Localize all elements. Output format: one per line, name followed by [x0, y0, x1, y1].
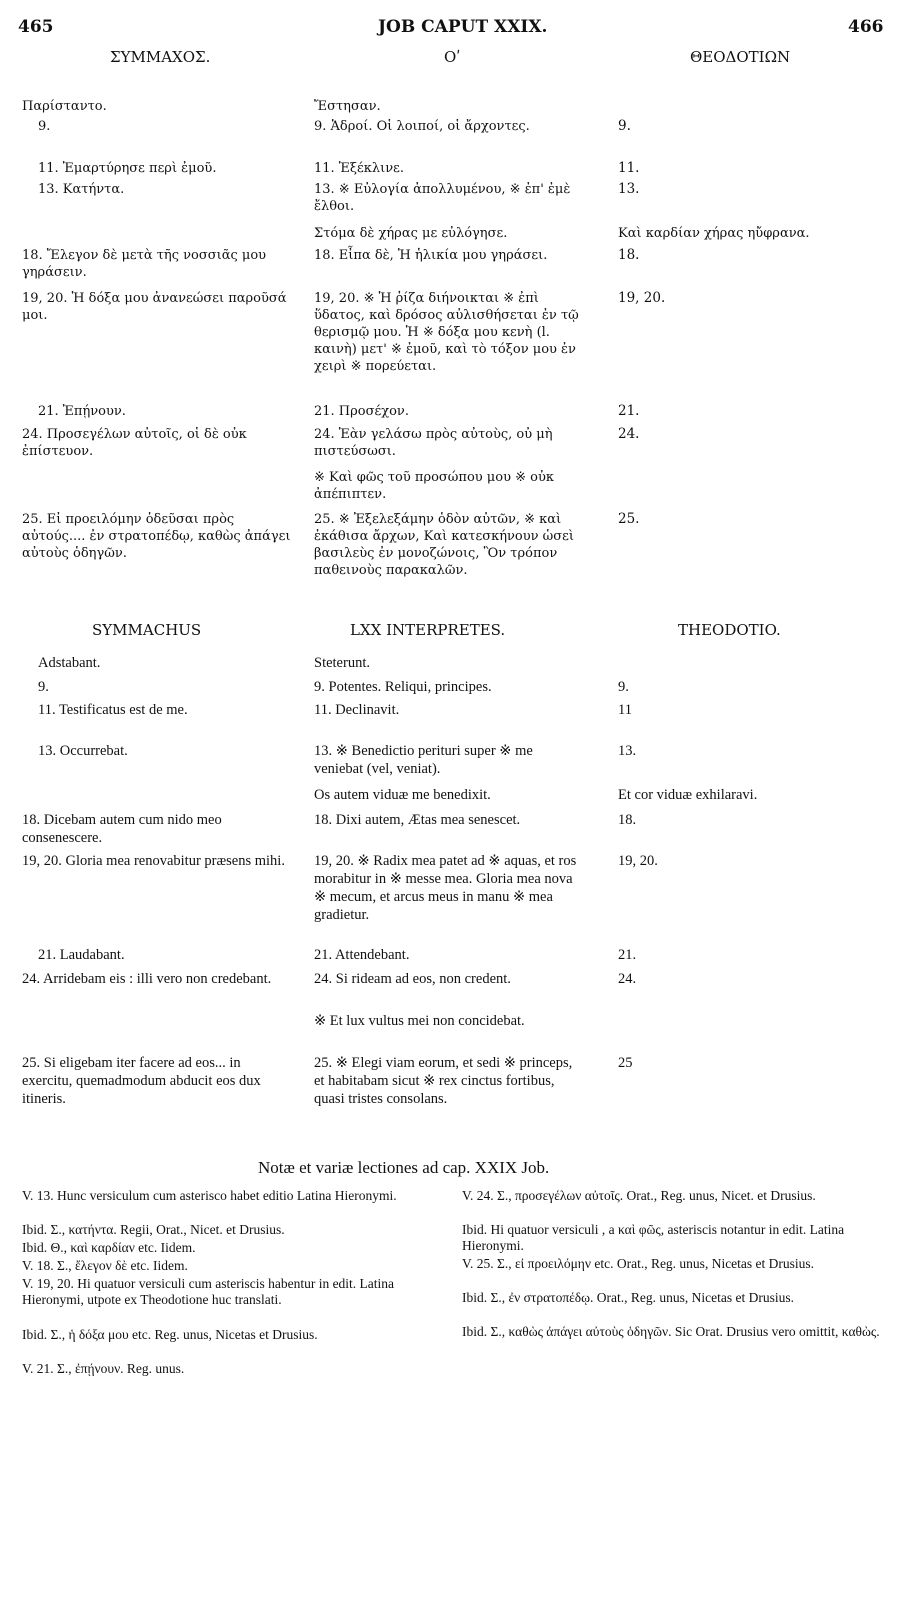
lt-sym-6: 21. Laudabant.	[38, 947, 125, 963]
latin-col-symmachus: SYMMACHUS	[92, 621, 202, 639]
lt-lxx-5: 18. Dixi autem, Ætas mea senescet.	[314, 812, 521, 828]
gk-lxx-7: 21. Προσέχον.	[314, 404, 409, 419]
lt-lxx-9: ※ Et lux vultus mei non concidebat.	[314, 1013, 525, 1029]
lt-lxx-10: 25. ※ Elegi viam eorum, et sedi ※ princeps, et habitabam sicut ※ rex cinctus fortibus, quasi tristes consolans.	[314, 1055, 573, 1107]
lt-theo-0: 9.	[618, 679, 629, 695]
lt-sym-5: 19, 20. Gloria mea renovabitur præsens mihi.	[22, 853, 285, 869]
gk-sym-2: 11. Ἐμαρτύρησε περὶ ἐμοῦ.	[38, 161, 217, 176]
gk-lxx-5: 18. Εἶπα δὲ, Ἡ ἡλικία μου γηράσει.	[314, 248, 548, 263]
gk-sym-0: Παρίσταντο.	[22, 99, 107, 114]
lt-theo-5: 19, 20.	[618, 853, 658, 869]
lt-theo-8: 25	[618, 1055, 633, 1071]
note-left-6: V. 21. Σ., ἐπῄνουν. Reg. unus.	[22, 1361, 185, 1376]
gk-theo-1: 11.	[618, 160, 640, 176]
gk-theo-6: 21.	[618, 403, 640, 419]
lt-lxx-7: 21. Attendebant.	[314, 947, 410, 963]
gk-lxx-3: 13. ※ Εὐλογία ἀπολλυμένου, ※ ἐπ' ἐμὲ ἔλθοι.	[314, 182, 571, 214]
lt-lxx-3: 13. ※ Benedictio perituri super ※ me veniebat (vel, veniat).	[314, 743, 533, 777]
latin-col-lxx: LXX INTERPRETES.	[350, 621, 506, 639]
gk-lxx-10: 25. ※ Ἐξελεξάμην ὁδὸν αὐτῶν, ※ καὶ ἐκάθισα ἄρχων, Καὶ κατεσκήνουν ὡσεὶ βασιλεὺς ἐν μονοζώνοις, Ὃν τρόπον παθεινοὺς παρακαλῶν.	[314, 512, 574, 578]
note-left-2: Ibid. Θ., καὶ καρδίαν etc. Iidem.	[22, 1240, 196, 1255]
lt-lxx-0: Steterunt.	[314, 655, 370, 671]
lt-theo-7: 24.	[618, 971, 637, 987]
notes-title: Notæ et variæ lectiones ad cap. XXIX Job.	[258, 1158, 550, 1177]
greek-col-theodotion: ΘΕΟΔΟΤΙΩΝ	[690, 48, 791, 66]
note-left-4: V. 19, 20. Hi quatuor versiculi cum asteriscis habentur in edit. Latina Hieronymi, utpote ex Theodotione huc translati.	[22, 1276, 395, 1307]
lt-theo-3: Et cor viduæ exhilaravi.	[618, 787, 758, 803]
gk-lxx-8: 24. Ἐὰν γελάσω πρὸς αὐτοὺς, οὐ μὴ πιστεύσωσι.	[314, 427, 553, 459]
gk-theo-2: 13.	[618, 181, 640, 197]
lt-theo-1: 11	[618, 702, 632, 718]
note-right-1: Ibid. Hi quatuor versiculi , a καὶ φῶς, asteriscis notantur in edit. Latina Hieronymi.	[462, 1222, 845, 1253]
gk-sym-3: 13. Κατήντα.	[38, 182, 125, 197]
gk-lxx-0: Ἔστησαν.	[314, 99, 381, 114]
lt-sym-8: 25. Si eligebam iter facere ad eos... in exercitu, quemadmodum abducit eos dux itineris.	[22, 1055, 261, 1107]
greek-col-lxx: Οʹ	[444, 48, 461, 66]
gk-theo-3: Καὶ καρδίαν χήρας ηὔφρανα.	[618, 226, 810, 241]
gk-sym-8: 25. Εἰ προειλόμην ὁδεῦσαι πρὸς αὐτούς.... ἐν στρατοπέδῳ, καθὼς ἀπάγει αὐτοὺς ὁδηγῶν.	[22, 512, 291, 561]
page-number-right: 466	[848, 17, 884, 37]
lt-sym-4: 18. Dicebam autem cum nido meo consenescere.	[22, 812, 222, 846]
note-left-1: Ibid. Σ., κατήντα. Regii, Orat., Nicet. et Drusius.	[22, 1222, 285, 1237]
gk-lxx-4: Στόμα δὲ χήρας με εὐλόγησε.	[314, 226, 508, 241]
gk-theo-0: 9.	[618, 118, 631, 134]
gk-sym-7: 24. Προσεγέλων αὐτοῖς, οἱ δὲ οὐκ ἐπίστευον.	[22, 427, 247, 459]
lt-sym-2: 11. Testificatus est de me.	[38, 702, 188, 718]
gk-lxx-9: ※ Καὶ φῶς τοῦ προσώπου μου ※ οὐκ ἀπέπιπτεν.	[314, 470, 554, 502]
lt-lxx-2: 11. Declinavit.	[314, 702, 400, 718]
note-right-0: V. 24. Σ., προσεγέλων αὐτοῖς. Orat., Reg. unus, Nicet. et Drusius.	[462, 1188, 816, 1203]
lt-theo-6: 21.	[618, 947, 637, 963]
lt-lxx-6: 19, 20. ※ Radix mea patet ad ※ aquas, et ros morabitur in ※ messe mea. Gloria mea nova ※ mecum, et arcus meus in manu ※ mea gradietur.	[314, 853, 577, 923]
lt-sym-1: 9.	[38, 679, 49, 695]
gk-sym-5: 19, 20. Ἡ δόξα μου ἀνανεώσει παροῦσά μοι.	[22, 291, 287, 323]
lt-lxx-8: 24. Si rideam ad eos, non credent.	[314, 971, 511, 987]
note-right-2: V. 25. Σ., εἰ προειλόμην etc. Orat., Reg. unus, Nicetas et Drusius.	[462, 1256, 815, 1271]
lt-theo-2: 13.	[618, 743, 637, 759]
gk-lxx-1: 9. Ἁδροί. Οἱ λοιποί, οἱ ἄρχοντες.	[314, 119, 530, 134]
page-number-left: 465	[18, 17, 54, 37]
gk-lxx-6: 19, 20. ※ Ἡ ῥίζα διήνοικται ※ ἐπὶ ὕδατος, καὶ δρόσος αὐλισθήσεται ἐν τῷ θερισμῷ μου. Ἡ ※ δόξα μου κενὴ (l. καινὴ) μετ' ※ ἐμοῦ, καὶ τὸ τόξον μου ἐν χειρὶ ※ πορεύεται.	[314, 291, 579, 374]
lt-sym-7: 24. Arridebam eis : illi vero non credebant.	[22, 971, 272, 987]
gk-sym-1: 9.	[38, 119, 51, 134]
lt-lxx-4: Os autem viduæ me benedixit.	[314, 787, 491, 803]
lt-sym-0: Adstabant.	[38, 655, 101, 671]
lt-lxx-1: 9. Potentes. Reliqui, principes.	[314, 679, 492, 695]
gk-sym-6: 21. Ἐπῄνουν.	[38, 404, 126, 419]
lt-theo-4: 18.	[618, 812, 637, 828]
gk-theo-4: 18.	[618, 247, 640, 263]
note-right-3: Ibid. Σ., ἐν στρατοπέδῳ. Orat., Reg. unus, Nicetas et Drusius.	[462, 1290, 795, 1305]
gk-sym-4: 18. Ἔλεγον δὲ μετὰ τῆς νοσσιᾶς μου γηράσειν.	[22, 248, 267, 280]
lt-sym-3: 13. Occurrebat.	[38, 743, 128, 759]
gk-lxx-2: 11. Ἐξέκλινε.	[314, 161, 405, 176]
note-left-0: V. 13. Hunc versiculum cum asterisco habet editio Latina Hieronymi.	[22, 1188, 397, 1203]
gk-theo-8: 25.	[618, 511, 640, 527]
note-left-3: V. 18. Σ., ἔλεγον δὲ etc. Iidem.	[22, 1258, 188, 1273]
greek-col-symmachus: ΣΥΜΜΑΧΟΣ.	[110, 48, 211, 66]
latin-col-theodotion: THEODOTIO.	[678, 621, 781, 639]
gk-theo-5: 19, 20.	[618, 290, 666, 306]
note-left-5: Ibid. Σ., ἡ δόξα μου etc. Reg. unus, Nicetas et Drusius.	[22, 1327, 318, 1342]
running-title: JOB CAPUT XXIX.	[378, 17, 548, 37]
note-right-4: Ibid. Σ., καθὼς ἀπάγει αὐτοὺς ὁδηγῶν. Sic Orat. Drusius vero omittit, καθὼς.	[462, 1324, 880, 1339]
gk-theo-7: 24.	[618, 426, 640, 442]
